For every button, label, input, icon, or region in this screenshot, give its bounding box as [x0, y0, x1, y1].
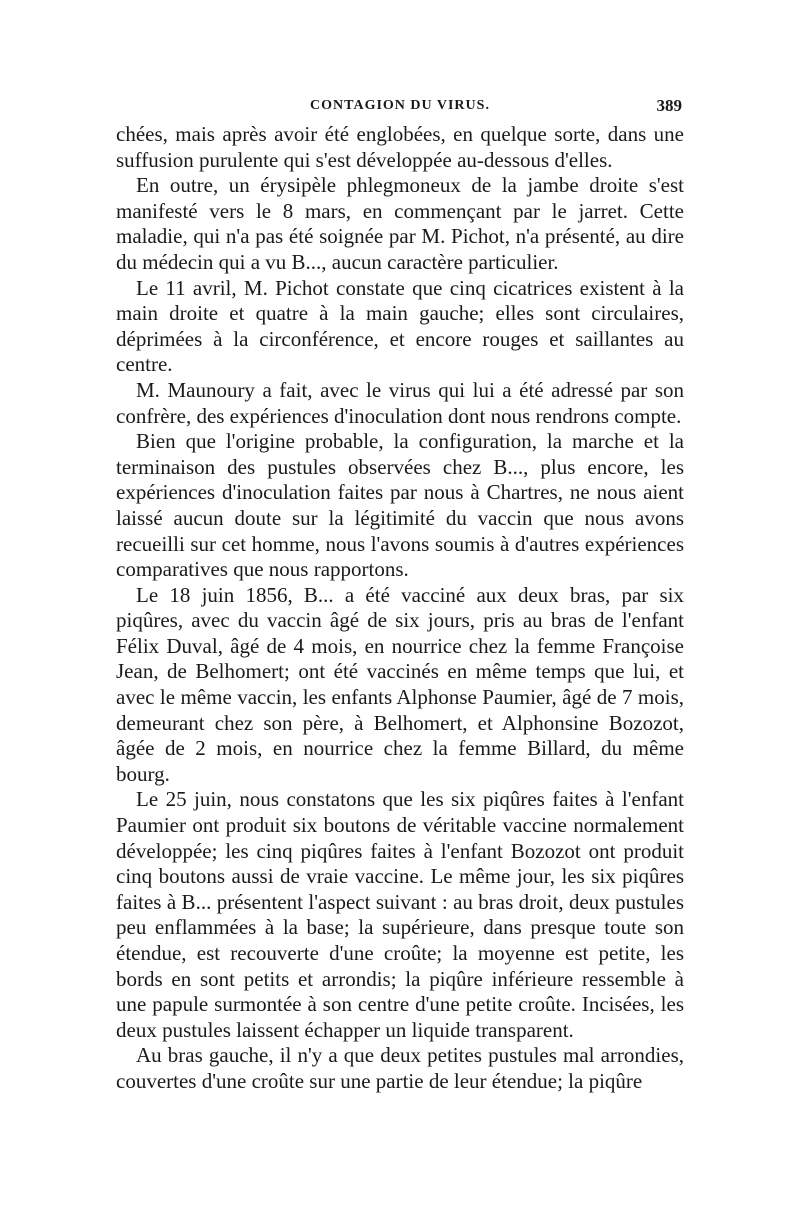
- page-number: 389: [656, 96, 682, 115]
- paragraph: M. Maunoury a fait, avec le virus qui lui a été adressé par son confrère, des expériences d'inoculation dont nous rendrons compte.: [116, 377, 684, 428]
- running-header: [116, 94, 684, 122]
- paragraph: Le 11 avril, M. Pichot constate que cinq cicatrices existent à la main droite et quatre à la main gauche; elles sont circulaires, déprimées à la circonférence, et encore rouges et saillantes au centre.: [116, 275, 684, 377]
- body-text: [116, 122, 684, 1095]
- paragraph: chées, mais après avoir été englobées, en quelque sorte, dans une suffusion purulente qui s'est développée au-dessous d'elles.: [116, 122, 684, 172]
- paragraph: Le 18 juin 1856, B... a été vacciné aux deux bras, par six piqûres, avec du vaccin âgé de six jours, pris au bras de l'enfant Félix Duval, âgé de 4 mois, en nourrice chez la femme Françoise Jean, de Belhomert; ont été vaccinés en même temps que lui, et avec le même vaccin, les enfants Alphonse Paumier, âgé de 7 mois, demeurant chez son père, à Belhomert, et Alphonsine Bozozot, âgée de 2 mois, en nourrice chez la femme Billard, du même bourg.: [116, 582, 684, 786]
- running-title: CONTAGION DU VIRUS.: [310, 98, 490, 113]
- paragraph: Au bras gauche, il n'y a que deux petites pustules mal arrondies, couvertes d'une croûte sur une partie de leur étendue; la piqûre: [116, 1043, 684, 1093]
- paragraph: En outre, un érysipèle phlegmoneux de la jambe droite s'est manifesté vers le 8 mars, en commençant par le jarret. Cette maladie, qui n'a pas été soignée par M. Pichot, n'a présenté, au dire du médecin qui a vu B..., aucun caractère particulier.: [116, 173, 684, 274]
- book-page: [116, 94, 684, 1095]
- paragraph: Le 25 juin, nous constatons que les six piqûres faites à l'enfant Paumier ont produit six boutons de véritable vaccine normalement développée; les cinq piqûres faites à l'enfant Bozozot ont produit cinq boutons aussi de vraie vaccine. Le même jour, les six piqûres faites à B... présentent l'aspect suivant : au bras droit, deux pustules peu enflammées à la base; la supérieure, dans presque toute son étendue, est recouverte d'une croûte; la moyenne est petite, les bords en sont petits et arrondis; la piqûre inférieure ressemble à une papule surmontée à son centre d'une petite croûte. Incisées, les deux pustules laissent échapper un liquide transparent.: [116, 787, 684, 1042]
- paragraph: Bien que l'origine probable, la configuration, la marche et la terminaison des pustules observées chez B..., plus encore, les expériences d'inoculation faites par nous à Chartres, ne nous aient laissé aucun doute sur la légitimité du vaccin que nous avons recueilli sur cet homme, nous l'avons soumis à d'autres expériences comparatives que nous rapportons.: [116, 429, 684, 582]
